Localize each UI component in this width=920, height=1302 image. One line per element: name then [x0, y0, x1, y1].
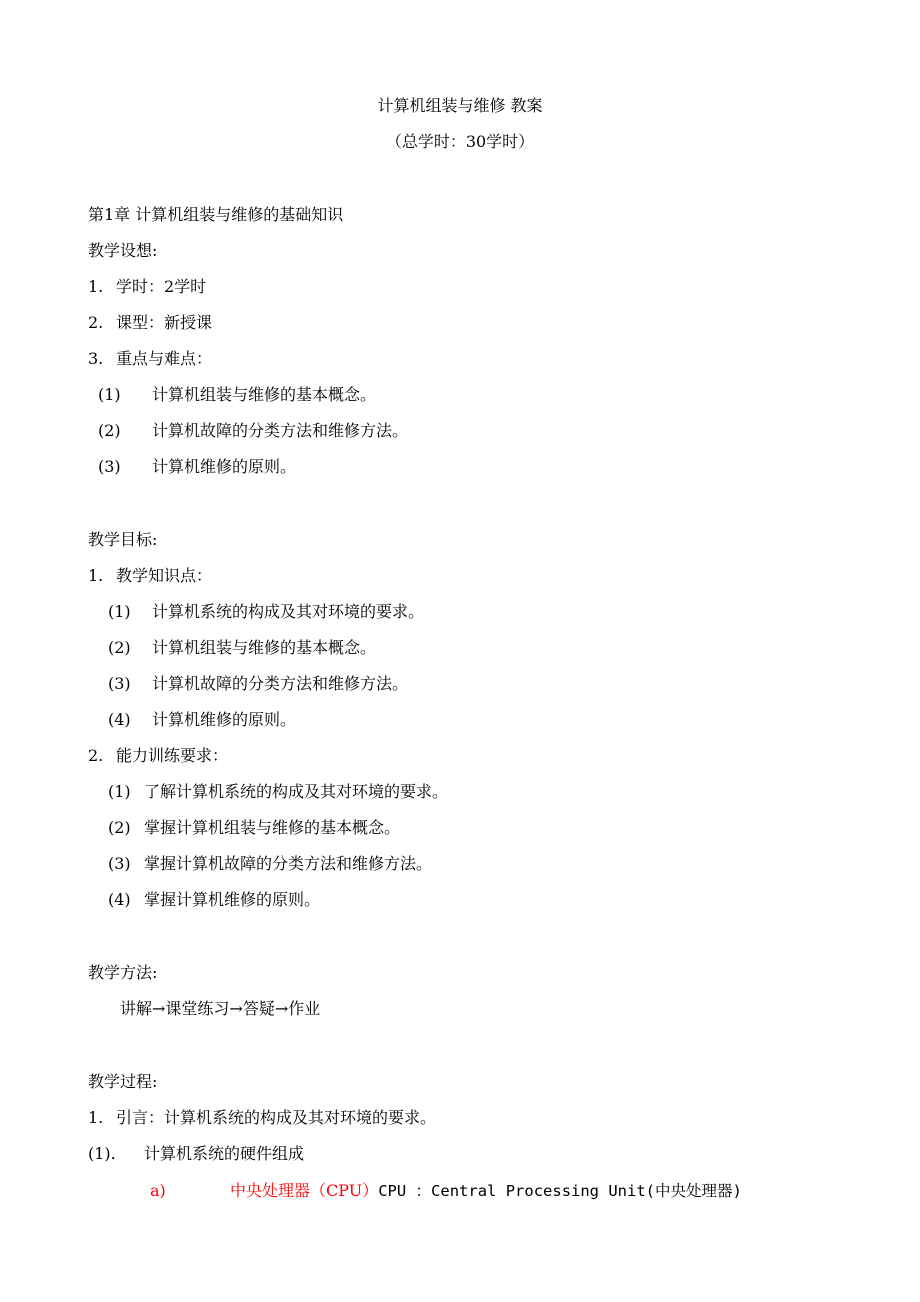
item-a-highlight: 中央处理器（CPU） [230, 1181, 379, 1200]
list-item: 掌握计算机组装与维修的基本概念。 [144, 818, 401, 837]
item-a-description: CPU ：Central Processing Unit(中央处理器) [378, 1182, 742, 1200]
list-item: 计算机维修的原则。 [152, 710, 297, 729]
list-item-number: (1). [88, 1144, 116, 1163]
list-item: 重点与难点： [116, 349, 213, 368]
list-item: 掌握计算机维修的原则。 [144, 890, 321, 909]
process-subheading: 计算机系统的硬件组成 [144, 1144, 305, 1163]
list-item: 了解计算机系统的构成及其对环境的要求。 [144, 782, 449, 801]
list-item: 课型：新授课 [116, 313, 213, 332]
item-a-line [230, 1181, 742, 1201]
list-item: 掌握计算机故障的分类方法和维修方法。 [144, 854, 433, 873]
list-item-number: 1. [88, 277, 104, 296]
goals-heading: 教学目标: [88, 530, 158, 549]
list-item-number: (2) [108, 638, 131, 657]
process-intro: 引言：计算机系统的构成及其对环境的要求。 [116, 1108, 437, 1127]
ability-heading: 能力训练要求： [116, 746, 229, 765]
document-title: 计算机组装与维修 教案 [377, 96, 543, 115]
list-item-number: 1. [88, 566, 104, 585]
process-heading: 教学过程: [88, 1072, 158, 1091]
list-item-number: (1) [108, 782, 131, 801]
list-item-number: (3) [98, 457, 121, 476]
list-item: 学时：2学时 [116, 277, 207, 296]
list-item: 计算机组装与维修的基本概念。 [152, 638, 377, 657]
list-item-number: (4) [108, 710, 131, 729]
list-item-number: (1) [108, 602, 131, 621]
list-item: 计算机维修的原则。 [152, 457, 297, 476]
list-item: 计算机组装与维修的基本概念。 [152, 385, 377, 404]
list-item-number: (3) [108, 854, 131, 873]
list-item-number: (1) [98, 385, 121, 404]
list-item-number: 2. [88, 746, 104, 765]
item-a-label: a) [150, 1181, 166, 1200]
document-subtitle: （总学时：30学时） [385, 132, 535, 151]
methods-heading: 教学方法: [88, 963, 158, 982]
list-item: 计算机故障的分类方法和维修方法。 [152, 421, 409, 440]
list-item-number: (4) [108, 890, 131, 909]
list-item: 计算机故障的分类方法和维修方法。 [152, 674, 409, 693]
list-item-number: (2) [98, 421, 121, 440]
list-item: 计算机系统的构成及其对环境的要求。 [152, 602, 425, 621]
knowledge-heading: 教学知识点： [116, 566, 213, 585]
list-item-number: 3. [88, 349, 104, 368]
list-item-number: 2. [88, 313, 104, 332]
chapter-heading: 第1章 计算机组装与维修的基础知识 [88, 205, 344, 224]
list-item-number: (2) [108, 818, 131, 837]
design-heading: 教学设想: [88, 241, 158, 260]
list-item-number: 1. [88, 1108, 104, 1127]
methods-text: 讲解→课堂练习→答疑→作业 [120, 999, 321, 1018]
list-item-number: (3) [108, 674, 131, 693]
